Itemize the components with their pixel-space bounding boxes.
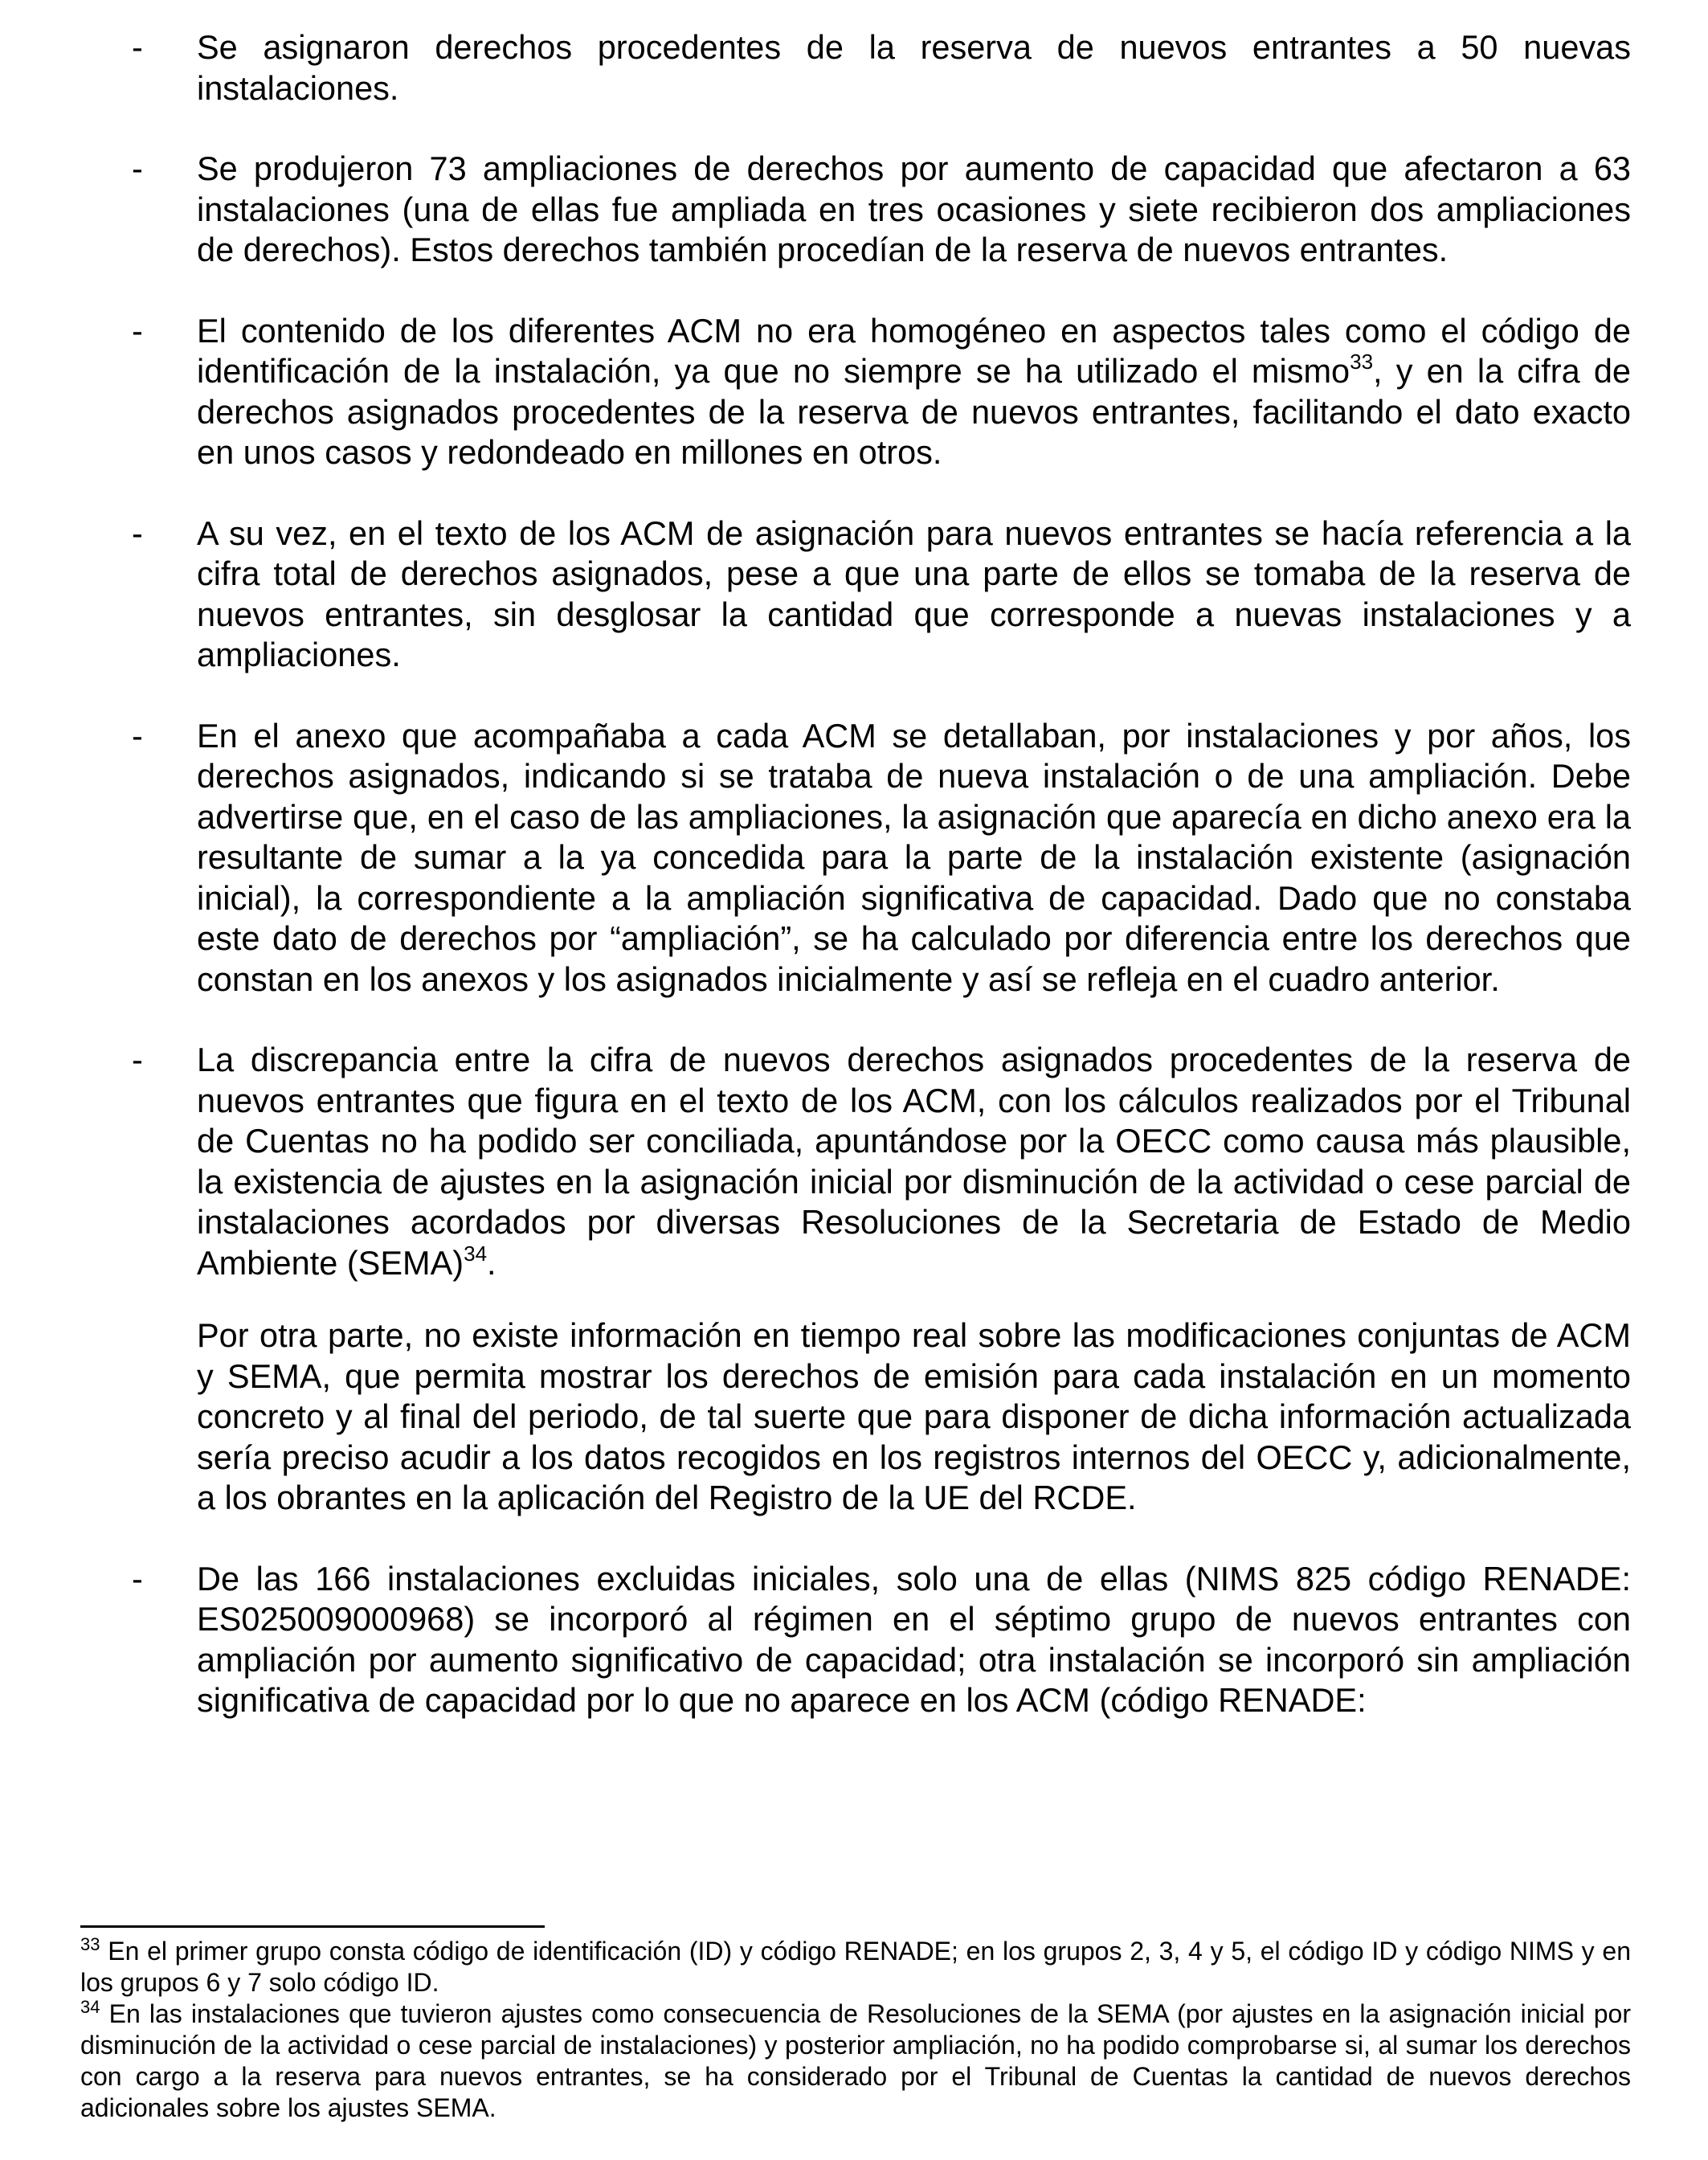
footnote-separator — [80, 1925, 545, 1928]
bullet-dash: - — [132, 311, 143, 350]
paragraph: En el anexo que acompañaba a cada ACM se detallaban, por instalaciones y por años, los derechos asignados, indicando si se trataba de nueva instalación o de una ampliación. Debe advertirse que, en el caso de las ampliaciones, la asignación que aparecía en dicho anexo era la resultante de sumar a la ya concedida para la parte de la instalación existente (asignación inicial), la correspondiente a la ampliación significativa de capacidad. Dado que no constaba este dato de derechos por “ampliación”, se ha calculado por diferencia entre los derechos que constan en los anexos y los asignados inicialmente y así se refleja en el cuadro anterior. — [197, 716, 1631, 998]
paragraph: Se produjeron 73 ampliaciones de derechos por aumento de capacidad que afectaron a 63 instalaciones (una de ellas fue ampliada en tres ocasiones y siete recibieron dos ampliaciones de derechos). Estos derechos también procedían de la reserva de nuevos entrantes. — [197, 149, 1631, 268]
paragraph — [197, 1040, 1631, 1283]
list-item — [80, 27, 1631, 108]
paragraph-text: , y en la cifra de derechos asignados procedentes de la reserva de nuevos entrantes, facilitando el dato exacto en unos casos y redondeado en millones en otros. — [197, 352, 1631, 471]
paragraph-text: La discrepancia entre la cifra de nuevos derechos asignados procedentes de la reserva de nuevos entrantes que figura en el texto de los ACM, con los cálculos realizados por el Tribunal de Cuentas no ha podido ser conciliada, apuntándose por la OECC como causa más plausible, la existencia de ajustes en la asignación inicial por disminución de la actividad o cese parcial de instalaciones acordados por diversas Resoluciones de la Secretaria de Estado de Medio Ambiente (SEMA) — [197, 1041, 1631, 1282]
footnote-number: 33 — [80, 1934, 100, 1954]
footnote-text: En las instalaciones que tuvieron ajustes como consecuencia de Resoluciones de la SEMA (por ajustes en la asignación inicial por disminución de la actividad o cese parcial de instalaciones) y posterior ampliación, no ha podido comprobarse si, al sumar los derechos con cargo a la reserva para nuevos entrantes, se ha considerado por el Tribunal de Cuentas la cantidad de nuevos derechos adicionales sobre los ajustes SEMA. — [80, 1999, 1631, 2122]
paragraph: Por otra parte, no existe información en tiempo real sobre las modificaciones conjuntas de ACM y SEMA, que permita mostrar los derechos de emisión para cada instalación en un momento concreto y al final del periodo, de tal suerte que para disponer de dicha información actualizada sería preciso acudir a los datos recogidos en los registros internos del OECC y, adicionalmente, a los obrantes en la aplicación del Registro de la UE del RCDE. — [197, 1316, 1631, 1516]
footnote-34 — [80, 1998, 1631, 2124]
list-item — [80, 1040, 1631, 1283]
bullet-dash: - — [132, 513, 143, 552]
list-item-continuation — [80, 1315, 1631, 1519]
paragraph-text: . — [487, 1243, 496, 1282]
footnote-33 — [80, 1936, 1631, 1998]
bullet-dash: - — [132, 1559, 143, 1598]
footnotes — [80, 1936, 1631, 2124]
bullet-dash: - — [132, 1041, 143, 1078]
footnote-number: 34 — [80, 1997, 100, 2017]
bullet-dash: - — [132, 716, 143, 755]
paragraph-text: El contenido de los diferentes ACM no era homogéneo en aspectos tales como el código de identificación de la instalación, ya que no siempre se ha utilizado el mismo — [197, 311, 1631, 390]
paragraph: Se asignaron derechos procedentes de la reserva de nuevos entrantes a 50 nuevas instalaciones. — [197, 28, 1631, 107]
main-text — [80, 27, 1631, 1761]
paragraph — [197, 311, 1631, 473]
paragraph: A su vez, en el texto de los ACM de asignación para nuevos entrantes se hacía referencia a la cifra total de derechos asignados, pese a que una parte de ellos se tomaba de la reserva de nuevos entrantes, sin desglosar la cantidad que corresponde a nuevas instalaciones y a ampliaciones. — [197, 513, 1631, 673]
footnote-text: En el primer grupo consta código de identificación (ID) y código RENADE; en los grupos 2, 3, 4 y 5, el código ID y código NIMS y en los grupos 6 y 7 solo código ID. — [80, 1937, 1631, 1997]
bullet-dash: - — [132, 149, 143, 187]
paragraph: De las 166 instalaciones excluidas iniciales, solo una de ellas (NIMS 825 código RENADE: ES025009000968) se incorporó al régimen en el séptimo grupo de nuevos entrantes con ampliación por aumento significativo de capacidad; otra instalación se incorporó sin ampliación significativa de capacidad por lo que no aparece en los ACM (código RENADE: — [197, 1559, 1631, 1719]
list-item — [80, 1559, 1631, 1721]
list-item — [80, 311, 1631, 473]
list-item — [80, 716, 1631, 1000]
bullet-dash: - — [132, 28, 143, 66]
footnote-ref-33: 33 — [1350, 350, 1374, 374]
list-item — [80, 513, 1631, 676]
footnote-ref-34: 34 — [464, 1241, 488, 1266]
list-item — [80, 149, 1631, 271]
